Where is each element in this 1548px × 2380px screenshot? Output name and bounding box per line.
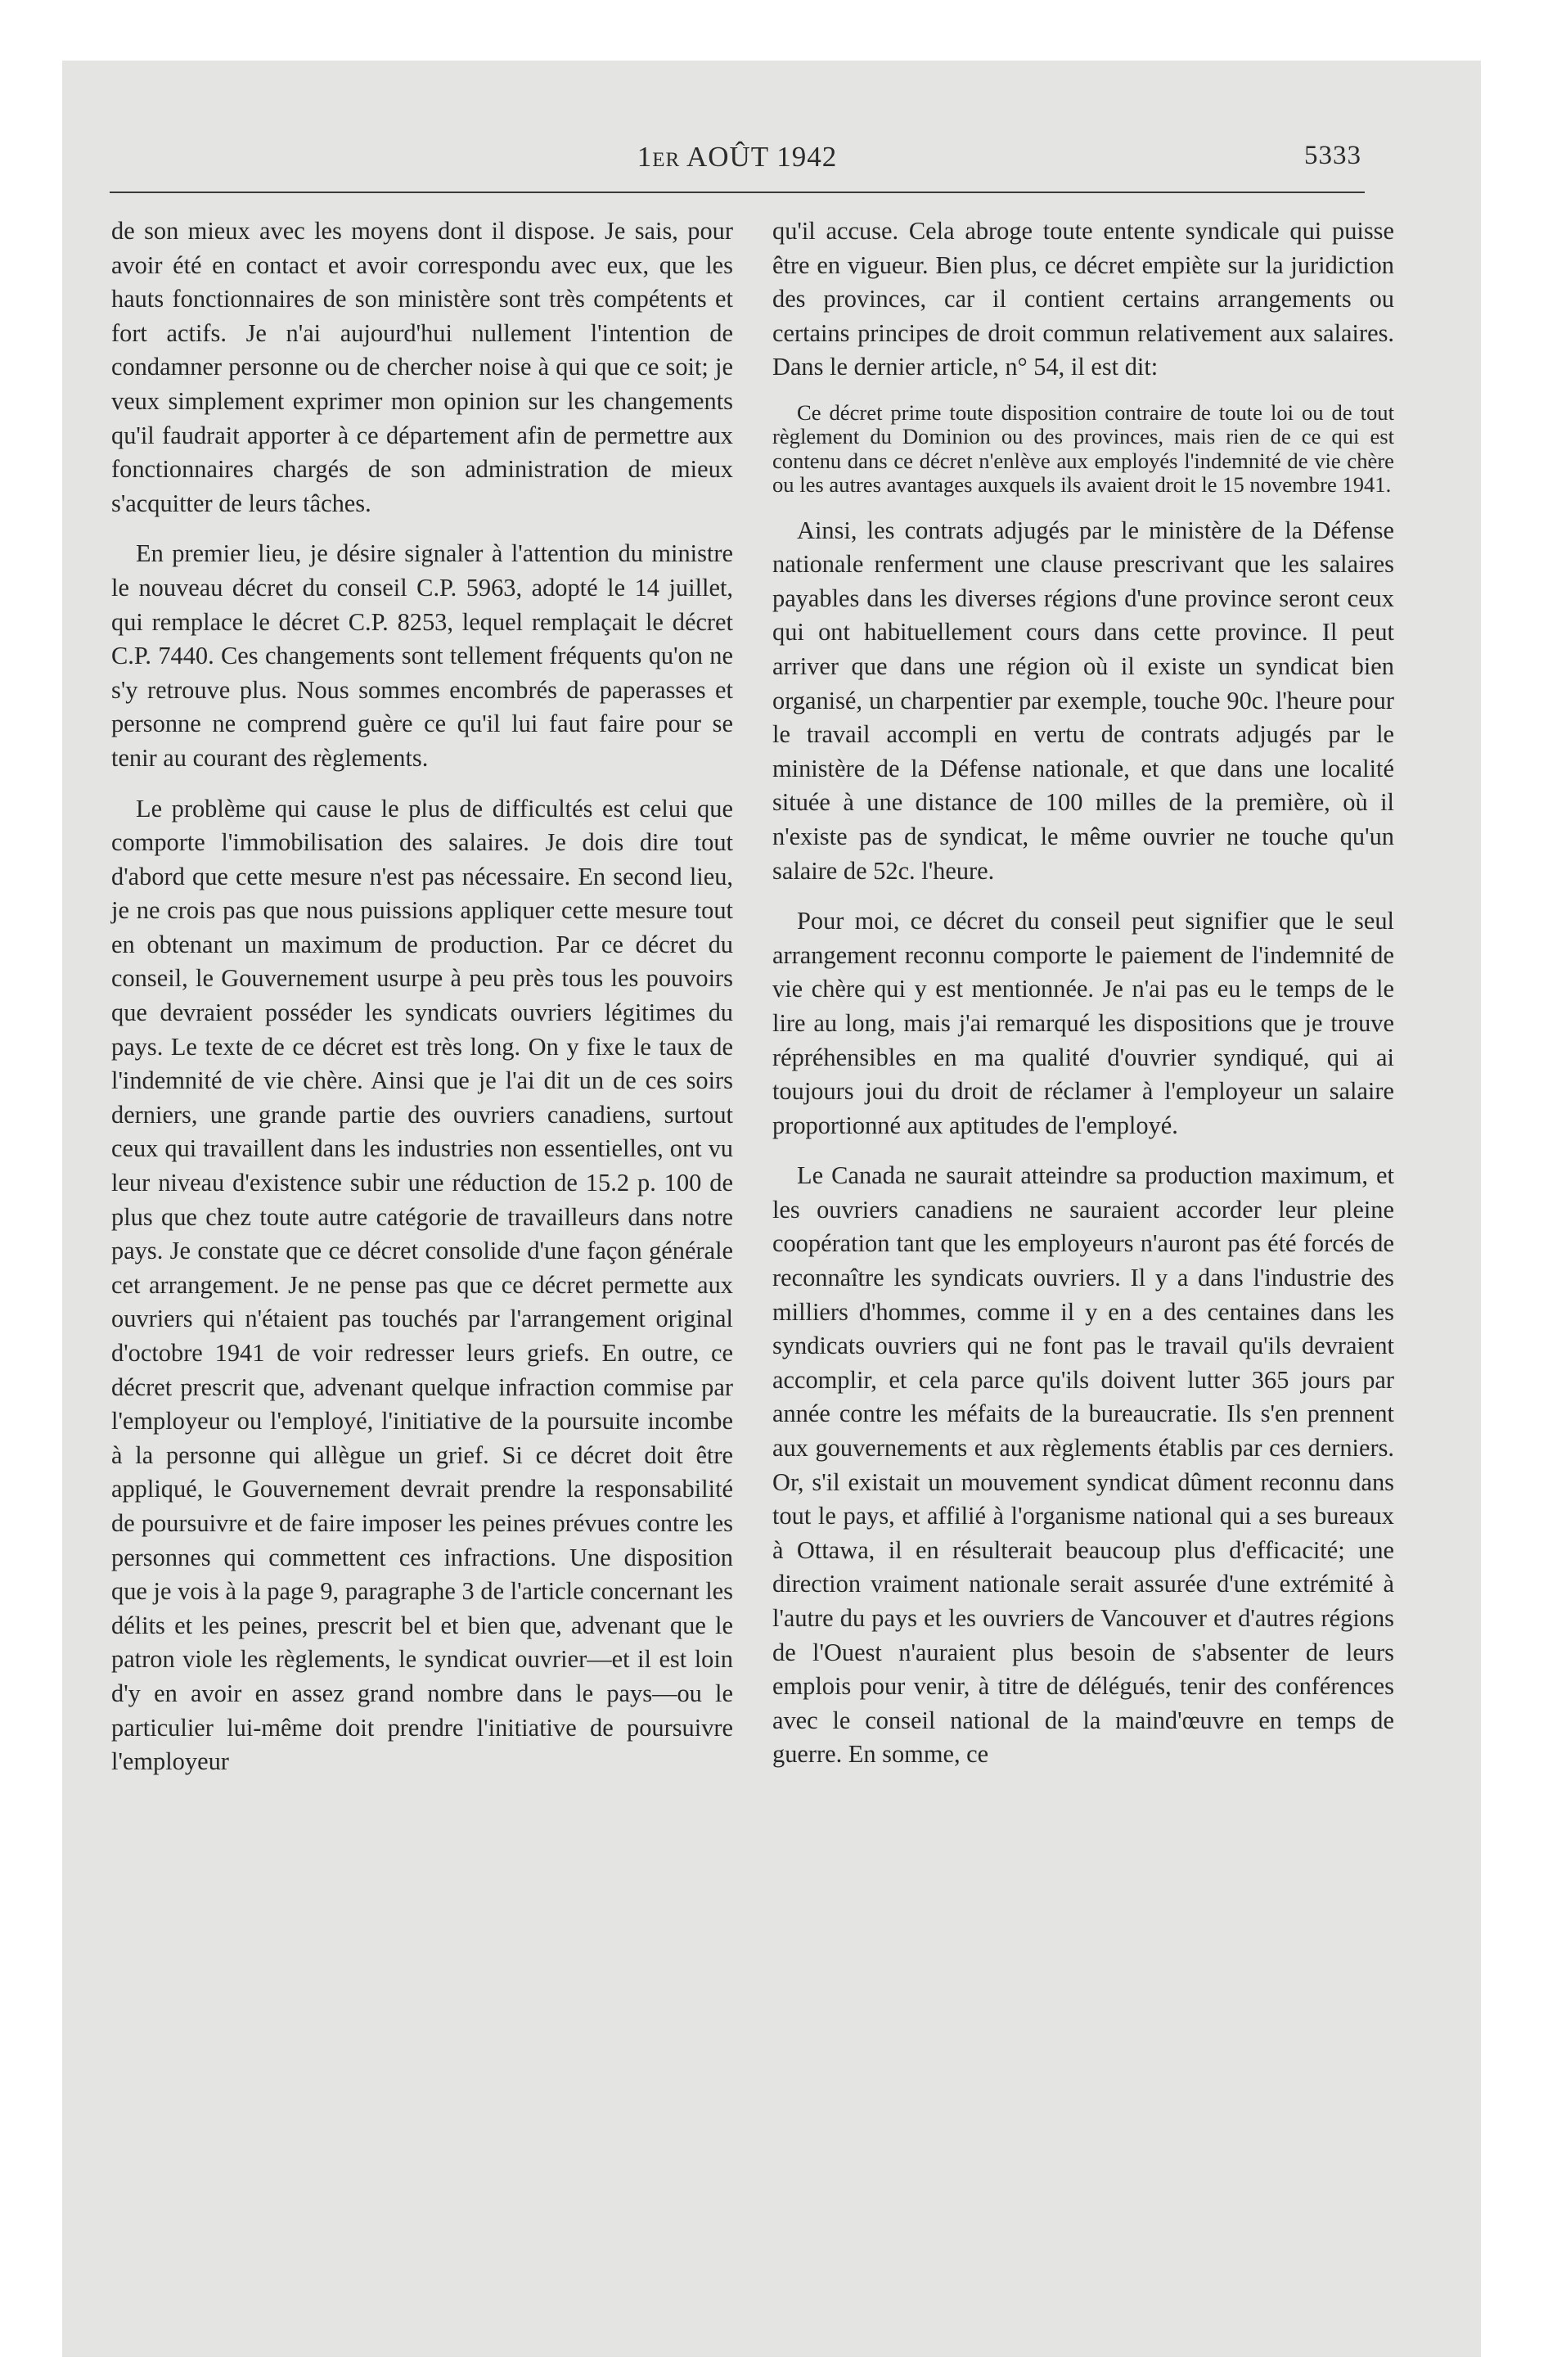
quoted-article: Ce décret prime toute disposition contraire de toute loi ou de tout règlement du Dominion ou des provinces, mais rien de ce qui est contenu dans ce décret n'enlève aux employés l'indemnité de vie chère ou les autres avantages auxquels ils avaient droit le 15 novembre 1941.: [772, 399, 1394, 498]
page-header: [110, 141, 1365, 190]
page-number: 5333: [1304, 141, 1361, 170]
paragraph: qu'il accuse. Cela abroge toute entente syndicale qui puisse être en vigueur. Bien plus, ce décret empiète sur la juridiction des provinces, car il contient certains arrangements ou certains principes de droit commun relativement aux salaires. Dans le dernier article, n° 54, il est dit:: [772, 217, 1394, 381]
paragraph: Le Canada ne saurait atteindre sa production maximum, et les ouvriers canadiens ne sauraient accorder leur pleine coopération tant que les employeurs n'auront pas été forcés de reconnaître les syndicats ouvriers. Il y a dans l'industrie des milliers d'hommes, comme il y en a des centaines dans les syndicats ouvriers qui ne font pas le travail qu'ils devraient accomplir, et cela parce qu'ils doivent lutter 365 jours par année contre les méfaits de la bureaucratie. Ils s'en prennent aux gouvernements et aux règlements établis par ces derniers. Or, s'il existait un mouvement syndicat dûment reconnu dans tout le pays, et affilié à l'organisme national qui a ses bureaux à Ottawa, il en résulterait beaucoup plus d'efficacité; une direction vraiment nationale serait assurée d'une extrémité à l'autre du pays et les ouvriers de Vancouver et d'autres régions de l'Ouest n'auraient plus besoin de s'absenter de leurs emplois pour venir, à titre de délégués, tenir des conférences avec le conseil national de la maind'œuvre en temps de guerre. En somme, ce: [772, 1161, 1394, 1769]
date-day: 1: [637, 141, 653, 173]
right-column: [772, 214, 1394, 1772]
paragraph: Ainsi, les contrats adjugés par le ministère de la Défense nationale renferment une clause prescrivant que les salaires payables dans les diverses régions d'une province seront ceux qui ont habituellement cours dans cette province. Il peut arriver que dans une région où il existe un syndicat bien organisé, un charpentier par exemple, touche 90c. l'heure pour le travail accompli en vertu de contrats adjugés par le ministère de la Défense nationale, et que dans une localité située à une distance de 100 milles de la première, où il n'existe pas de syndicat, le même ouvrier ne touche qu'un salaire de 52c. l'heure.: [772, 516, 1394, 885]
header-date: [110, 141, 1365, 174]
paragraph: En premier lieu, je désire signaler à l'attention du ministre le nouveau décret du conseil C.P. 5963, adopté le 14 juillet, qui remplace le décret C.P. 8253, lequel remplaçait le décret C.P. 7440. Ces changements sont tellement fréquents qu'on ne s'y retrouve plus. Nous sommes encombrés de paperasses et personne ne comprend guère ce qu'il lui faut faire pour se tenir au courant des règlements.: [111, 539, 733, 772]
left-column: [111, 214, 733, 1779]
paragraph: Pour moi, ce décret du conseil peut signifier que le seul arrangement reconnu comporte le paiement de l'indemnité de vie chère qui y est mentionnée. Je n'ai pas eu le temps de le lire au long, mais j'ai remarqué les dispositions que je trouve répréhensibles en ma qualité d'ouvrier syndiqué, qui ai toujours joui du droit de réclamer à l'employeur un salaire proportionné aux aptitudes de l'employé.: [772, 907, 1394, 1139]
date-ordinal: ER: [652, 149, 681, 171]
date-month-year: AOÛT 1942: [686, 141, 838, 173]
paragraph: Le problème qui cause le plus de difficultés est celui que comporte l'immobilisation des salaires. Je dois dire tout d'abord que cette mesure n'est pas nécessaire. En second lieu, je ne crois pas que nous puissions appliquer cette mesure tout en obtenant un maximum de production. Par ce décret du conseil, le Gouvernement usurpe à peu près tous les pouvoirs que devraient posséder les syndicats ouvriers légitimes du pays. Le texte de ce décret est très long. On y fixe le taux de l'indemnité de vie chère. Ainsi que je l'ai dit un de ces soirs derniers, une grande partie des ouvriers canadiens, surtout ceux qui travaillent dans les industries non essentielles, ont vu leur niveau d'existence subir une réduction de 15.2 p. 100 de plus que chez toute autre catégorie de travailleurs dans notre pays. Je constate que ce décret consolide d'une façon générale cet arrangement. Je ne pense pas que ce décret permette aux ouvriers qui n'étaient pas touchés par l'arrangement original d'octobre 1941 de voir redresser leurs griefs. En outre, ce décret prescrit que, advenant quelque infraction commise par l'employeur ou l'employé, l'initiative de la poursuite incombe à la personne qui allègue un grief. Si ce décret doit être appliqué, le Gouvernement devrait prendre la responsabilité de poursuivre et de faire imposer les peines prévues contre les personnes qui commettent ces infractions. Une disposition que je vois à la page 9, paragraphe 3 de l'article concernant les délits et les peines, prescrit bel et bien que, advenant que le patron viole les règlements, le syndicat ouvrier—et il est loin d'y en avoir en assez grand nombre dans le pays—ou le particulier lui-même doit prendre l'initiative de poursuivre l'employeur: [111, 794, 733, 1776]
paragraph: de son mieux avec les moyens dont il dispose. Je sais, pour avoir été en contact et avoir correspondu avec eux, que les hauts fonctionnaires de son ministère sont très compétents et fort actifs. Je n'ai aujourd'hui nullement l'intention de condamner personne ou de chercher noise à qui que ce soit; je veux simplement exprimer mon opinion sur les changements qu'il faudrait apporter à ce département afin de permettre aux fonctionnaires chargés de son administration de mieux s'acquitter de leurs tâches.: [111, 217, 733, 517]
header-rule: [110, 192, 1365, 193]
